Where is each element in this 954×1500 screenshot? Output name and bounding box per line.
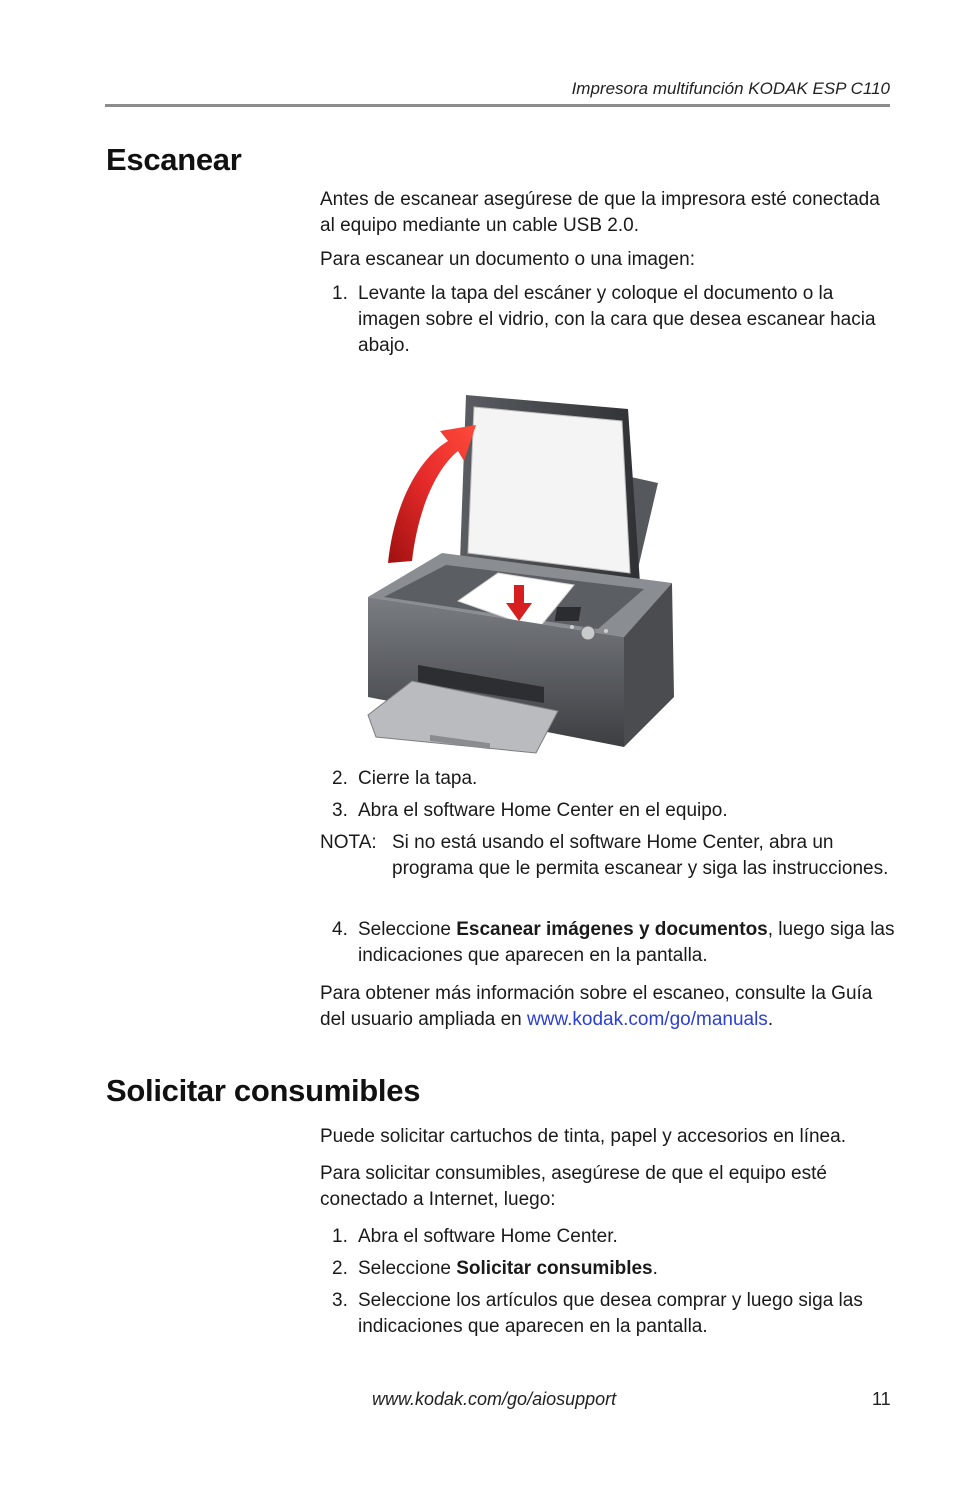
supplies-intro: Puede solicitar cartuchos de tinta, papel y accesorios en línea. bbox=[320, 1126, 846, 1147]
step-text: Abra el software Home Center en el equipo. bbox=[358, 800, 728, 821]
step-text: Levante la tapa del escáner y coloque el documento o la imagen sobre el vidrio, con la cara que desea escanear hacia abajo. bbox=[358, 283, 876, 356]
step-number: 4. bbox=[332, 919, 348, 940]
note-text: Si no está usando el software Home Center, abra un programa que le permita escanear y siga las instrucciones. bbox=[392, 832, 889, 879]
supplies-step-3 bbox=[320, 1288, 895, 1340]
step-text: Seleccione Solicitar consumibles. bbox=[358, 1258, 658, 1279]
down-arrow-shaft bbox=[514, 585, 524, 605]
nav-button bbox=[581, 626, 595, 640]
header-rule bbox=[105, 104, 890, 107]
panel-dot bbox=[570, 625, 574, 629]
note bbox=[320, 830, 895, 882]
step-emphasis: Solicitar consumibles bbox=[456, 1258, 653, 1279]
step-text: Cierre la tapa. bbox=[358, 768, 478, 789]
note-label: NOTA: bbox=[320, 832, 377, 853]
step-number: 1. bbox=[332, 1226, 348, 1247]
lcd-screen bbox=[555, 607, 581, 621]
scan-step-1 bbox=[320, 281, 895, 359]
scan-step-3 bbox=[320, 798, 895, 824]
step-number: 3. bbox=[332, 1290, 348, 1311]
page-number: 11 bbox=[872, 1389, 891, 1409]
supplies-step-1 bbox=[320, 1224, 895, 1250]
panel-dot bbox=[604, 629, 608, 633]
step-text: Seleccione Escanear imágenes y documentos, luego siga las indicaciones que aparecen en la pantalla. bbox=[358, 919, 895, 966]
scan-step-4 bbox=[320, 917, 895, 969]
footer-url: www.kodak.com/go/aiosupport bbox=[372, 1389, 617, 1409]
step-emphasis: Escanear imágenes y documentos bbox=[456, 919, 768, 940]
scan-intro: Antes de escanear asegúrese de que la impresora esté conectada al equipo mediante un cable USB 2.0. bbox=[320, 189, 880, 236]
printer-illustration bbox=[360, 375, 690, 755]
step-number: 3. bbox=[332, 800, 348, 821]
step-number: 2. bbox=[332, 1258, 348, 1279]
supplies-lead: Para solicitar consumibles, asegúrese de que el equipo esté conectado a Internet, luego: bbox=[320, 1163, 827, 1210]
manuals-link[interactable]: www.kodak.com/go/manuals bbox=[527, 1009, 768, 1030]
step-text: Seleccione los artículos que desea comprar y luego siga las indicaciones que aparecen en la pantalla. bbox=[358, 1290, 863, 1337]
scan-step-2 bbox=[320, 766, 895, 792]
supplies-step-2 bbox=[320, 1256, 895, 1282]
lid-glass bbox=[468, 407, 630, 573]
scan-heading: Escanear bbox=[106, 142, 242, 177]
scan-lead: Para escanear un documento o una imagen: bbox=[320, 249, 695, 270]
running-header: Impresora multifunción KODAK ESP C110 bbox=[571, 79, 890, 98]
step-number: 2. bbox=[332, 768, 348, 789]
scan-more-info: Para obtener más información sobre el escaneo, consulte la Guía del usuario ampliada en www.kodak.com/go/manuals. bbox=[320, 983, 873, 1030]
step-number: 1. bbox=[332, 283, 348, 304]
supplies-heading: Solicitar consumibles bbox=[106, 1073, 421, 1108]
step-text: Abra el software Home Center. bbox=[358, 1226, 618, 1247]
